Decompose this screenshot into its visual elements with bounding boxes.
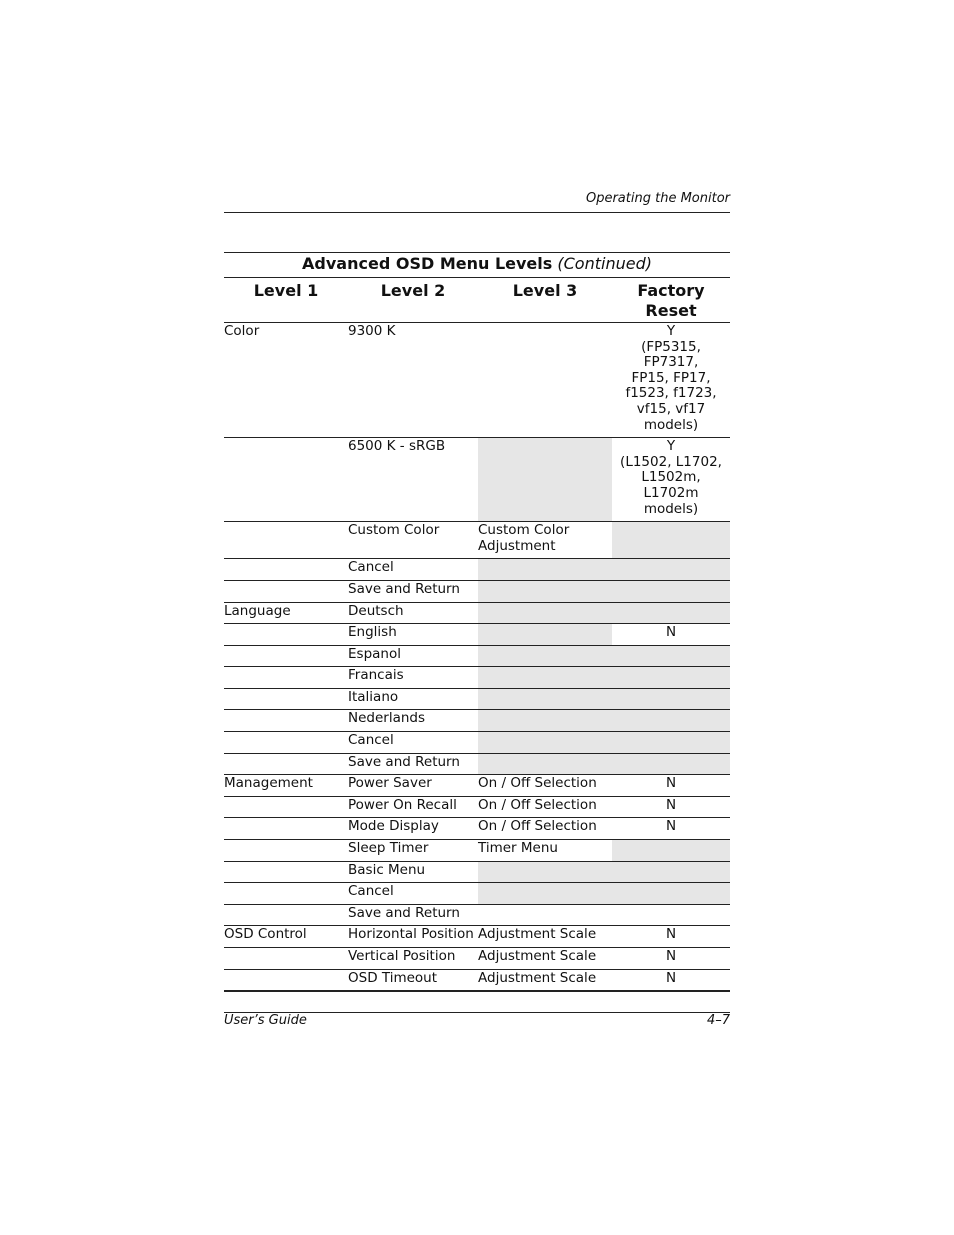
cell-level-2: Basic Menu (348, 861, 426, 878)
cell-level-2: Nederlands (348, 710, 426, 727)
cell-level-1 (224, 710, 348, 731)
cell-level-1 (224, 689, 348, 710)
table-row (224, 818, 730, 840)
table-row (224, 710, 730, 732)
cell-factory-reset (612, 840, 730, 861)
running-header: Operating the Monitor (585, 191, 730, 206)
cell-factory-reset (612, 522, 730, 558)
cell-level-1 (224, 624, 348, 645)
cell-factory-reset (612, 732, 730, 753)
cell-factory-reset: N (665, 775, 677, 792)
cell-level-3 (478, 732, 612, 753)
cell-level-1 (224, 840, 348, 861)
cell-factory-reset: N (665, 624, 677, 641)
cell-level-2: Horizontal Position (348, 926, 474, 943)
cell-level-1 (224, 667, 348, 688)
cell-level-2: Francais (348, 667, 404, 684)
table-row (224, 646, 730, 668)
cell-level-3 (478, 667, 612, 688)
cell-level-2: Save and Return (348, 753, 460, 770)
cell-level-1 (224, 522, 348, 558)
cell-factory-reset: N (665, 926, 677, 943)
cell-level-2: Custom Color (348, 522, 440, 539)
cell-level-3 (478, 438, 612, 521)
cell-level-3 (478, 862, 612, 883)
cell-level-1 (224, 559, 348, 580)
cell-level-2: 6500 K - sRGB (348, 438, 446, 455)
table-title (224, 252, 730, 278)
column-header-factory-reset: Factory Reset (637, 281, 705, 320)
cell-level-3: On / Off Selection (478, 796, 597, 813)
cell-factory-reset: N (665, 948, 677, 964)
cell-level-3: Custom Color Adjustment (478, 522, 570, 554)
table-row (224, 667, 730, 689)
column-header-level-2: Level 2 (380, 281, 446, 300)
cell-level-1 (224, 818, 348, 839)
cell-level-1 (224, 862, 348, 883)
osd-menu-table (224, 252, 730, 992)
cell-level-3 (478, 624, 612, 645)
cell-level-2: Cancel (348, 732, 394, 749)
cell-level-2: Deutsch (348, 602, 404, 619)
table-row (224, 581, 730, 603)
page-number: 4–7 (706, 1013, 730, 1028)
cell-level-3 (478, 883, 612, 904)
cell-level-3: Adjustment Scale (478, 969, 597, 986)
cell-level-1: Color (224, 323, 260, 339)
cell-level-3: Adjustment Scale (478, 948, 597, 964)
cell-factory-reset (612, 754, 730, 775)
table-row (224, 603, 730, 625)
cell-level-1 (224, 905, 348, 926)
cell-factory-reset (612, 581, 730, 602)
cell-factory-reset (612, 710, 730, 731)
cell-level-1 (224, 948, 348, 969)
table-header-row (224, 278, 730, 323)
cell-level-3: On / Off Selection (478, 775, 597, 792)
cell-level-3: Timer Menu (478, 840, 558, 857)
cell-factory-reset (612, 905, 730, 926)
cell-factory-reset: N (665, 818, 677, 835)
cell-level-2: Espanol (348, 645, 401, 662)
cell-level-2: Power Saver (348, 775, 432, 792)
cell-level-3 (478, 581, 612, 602)
table-row (224, 883, 730, 905)
cell-level-2: Sleep Timer (348, 840, 429, 857)
cell-level-3 (478, 559, 612, 580)
cell-level-1 (224, 732, 348, 753)
cell-level-1: OSD Control (224, 926, 307, 943)
table-title-suffix: (Continued) (557, 254, 652, 273)
cell-factory-reset (612, 689, 730, 710)
cell-level-1 (224, 581, 348, 602)
cell-factory-reset (612, 667, 730, 688)
table-body (224, 323, 730, 992)
table-row (224, 905, 730, 927)
table-row (224, 689, 730, 711)
table-row (224, 862, 730, 884)
cell-factory-reset (612, 559, 730, 580)
cell-level-2: OSD Timeout (348, 969, 438, 986)
table-row (224, 624, 730, 646)
table-row (224, 754, 730, 776)
cell-level-1 (224, 754, 348, 775)
cell-level-2: Cancel (348, 559, 394, 576)
cell-level-2: Power On Recall (348, 796, 457, 813)
cell-level-2: Italiano (348, 688, 399, 705)
cell-level-3 (478, 905, 612, 926)
cell-level-1 (224, 646, 348, 667)
header-rule (224, 212, 730, 213)
table-row (224, 323, 730, 438)
cell-level-3: Adjustment Scale (478, 926, 597, 943)
table-row (224, 438, 730, 522)
table-row (224, 797, 730, 819)
cell-factory-reset (612, 646, 730, 667)
table-row (224, 840, 730, 862)
cell-factory-reset (612, 603, 730, 624)
cell-level-3 (478, 754, 612, 775)
cell-factory-reset (612, 883, 730, 904)
cell-level-2: Vertical Position (348, 948, 456, 964)
footer-guide-title: User’s Guide (224, 1013, 307, 1028)
table-row (224, 926, 730, 948)
cell-level-2: Mode Display (348, 818, 439, 835)
table-row (224, 948, 730, 970)
cell-level-1: Language (224, 602, 291, 619)
cell-level-2: 9300 K (348, 323, 396, 339)
cell-level-1 (224, 970, 348, 991)
cell-level-2: English (348, 624, 397, 641)
cell-level-3 (478, 710, 612, 731)
table-row (224, 522, 730, 559)
cell-level-3: On / Off Selection (478, 818, 597, 835)
cell-level-3 (478, 689, 612, 710)
cell-factory-reset: Y (L1502, L1702, L1502m, L1702m models) (620, 438, 722, 517)
cell-factory-reset (612, 862, 730, 883)
cell-level-2: Cancel (348, 883, 394, 900)
cell-factory-reset: N (665, 796, 677, 813)
table-title-text: Advanced OSD Menu Levels (302, 254, 553, 273)
cell-level-2: Save and Return (348, 580, 460, 597)
cell-level-3 (478, 323, 612, 437)
cell-level-1: Management (224, 775, 313, 792)
cell-level-1 (224, 883, 348, 904)
table-row (224, 970, 730, 993)
table-row (224, 732, 730, 754)
column-header-level-3: Level 3 (512, 281, 578, 300)
cell-factory-reset: Y (FP5315, FP7317, FP15, FP17, f1523, f1723, vf15, vf17 models) (625, 323, 717, 433)
cell-level-3 (478, 603, 612, 624)
cell-level-3 (478, 646, 612, 667)
table-row (224, 559, 730, 581)
column-header-level-1: Level 1 (253, 281, 319, 300)
cell-level-1 (224, 797, 348, 818)
cell-factory-reset: N (665, 969, 677, 986)
table-row (224, 775, 730, 797)
cell-level-1 (224, 438, 348, 521)
cell-level-2: Save and Return (348, 904, 460, 921)
